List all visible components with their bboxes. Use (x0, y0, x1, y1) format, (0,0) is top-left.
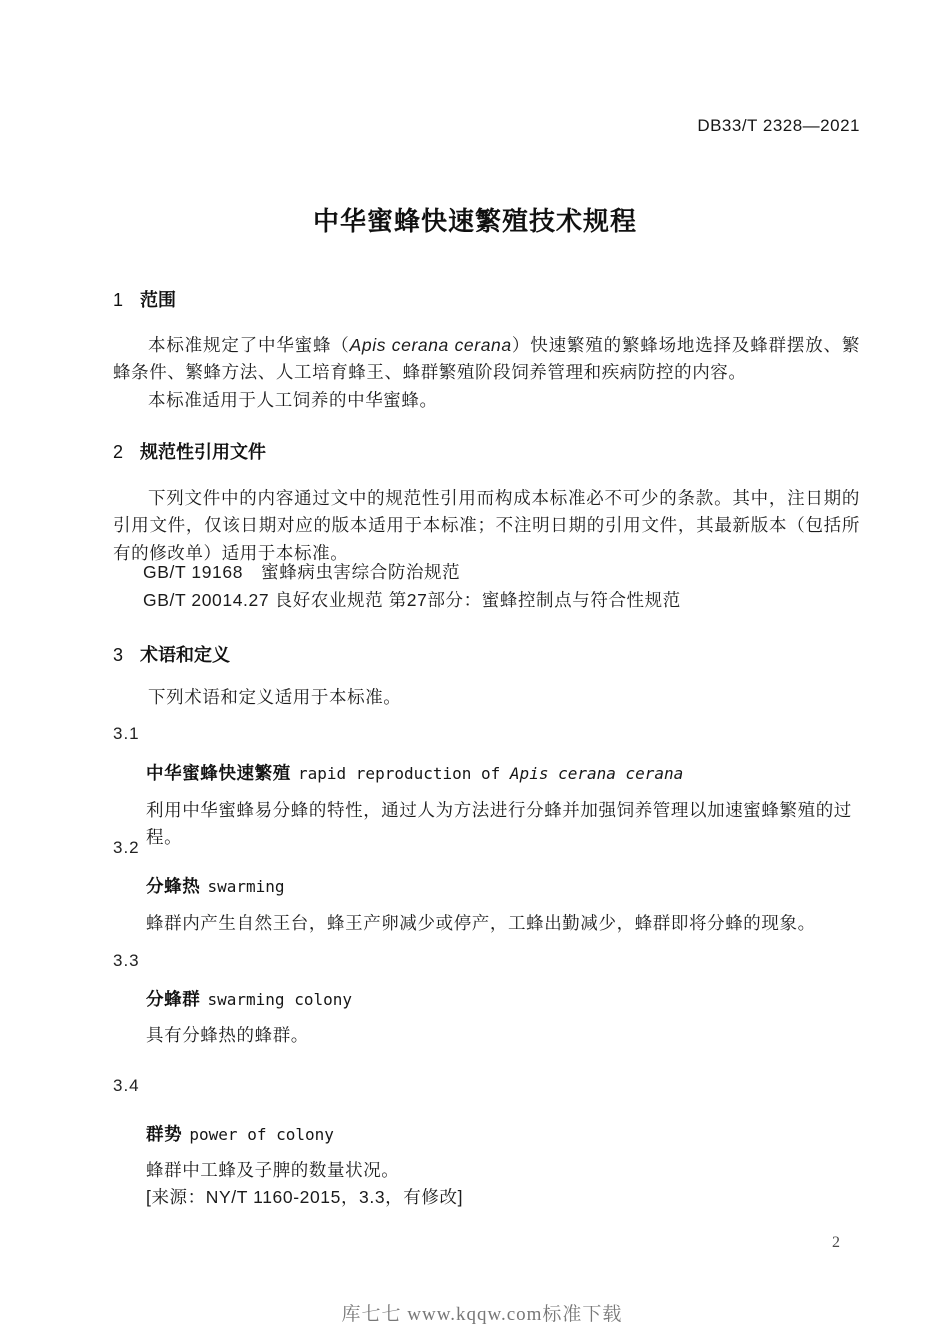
reference-item: GB/T 20014.27 良好农业规范 第27部分：蜜蜂控制点与符合性规范 (143, 589, 681, 610)
term-definition-3-2 (146, 910, 860, 937)
term-definition-3-1 (146, 797, 860, 852)
term-zh: 分蜂群 (146, 989, 201, 1009)
section-heading-terms (113, 641, 230, 667)
term-en-text: rapid reproduction of (298, 764, 510, 783)
terms-intro (113, 684, 860, 711)
watermark: 库七七 www.kqqw.com标准下载 (341, 1304, 623, 1325)
term-definition-3-4 (146, 1157, 860, 1212)
definition-text: 具有分蜂热的蜂群。 (146, 1025, 309, 1045)
species-name: Apis cerana cerana (509, 764, 684, 783)
section-number: 1 (113, 290, 124, 310)
clause-number-3-2: 3.2 (113, 838, 140, 857)
clause-number-3-1: 3.1 (113, 724, 140, 743)
doc-code: DB33/T 2328—2021 (697, 116, 860, 135)
scope-p1-post: ）快速繁殖的繁蜂场地选择及蜂群摆放、繁蜂条件、繁蜂方法、人工培育蜂王、蜂群繁殖阶段饲养管理和疾病防控的内容。 (113, 335, 860, 383)
definition-text: 蜂群内产生自然王台，蜂王产卵减少或停产，工蜂出勤减少，蜂群即将分蜂的现象。 (146, 913, 816, 933)
term-definition-3-3 (146, 1022, 860, 1049)
page-title: 中华蜜蜂快速繁殖技术规程 (312, 206, 637, 236)
term-en: swarming colony (207, 990, 352, 1009)
definition-source: [来源：NY/T 1160-2015，3.3，有修改] (146, 1187, 464, 1208)
section-number: 3 (113, 645, 124, 665)
section-label: 范围 (140, 290, 177, 310)
scope-p1-pre: 本标准规定了中华蜜蜂（ (148, 335, 350, 355)
section-heading-scope (113, 286, 176, 312)
clause-number-3-3: 3.3 (113, 951, 140, 970)
reference-item: GB/T 19168 蜜蜂病虫害综合防治规范 (143, 562, 461, 582)
term-en (298, 764, 683, 783)
section-label: 规范性引用文件 (140, 442, 267, 462)
term-zh: 中华蜜蜂快速繁殖 (146, 763, 291, 783)
page-number: 2 (832, 1234, 840, 1251)
normative-refs-paragraph (113, 485, 860, 567)
definition-text: 蜂群中工蜂及子脾的数量状况。 (146, 1160, 400, 1180)
definition-text: 利用中华蜜蜂易分蜂的特性，通过人为方法进行分蜂并加强饲养管理以加速蜜蜂繁殖的过程。 (146, 800, 852, 848)
term-zh: 分蜂热 (146, 876, 201, 896)
section-number: 2 (113, 442, 124, 462)
term-entry-3-4 (146, 1121, 860, 1146)
normative-refs-list (113, 559, 860, 614)
scope-paragraph-1 (113, 332, 860, 387)
term-entry-3-1 (146, 760, 860, 785)
terms-intro-text: 下列术语和定义适用于本标准。 (148, 687, 402, 707)
normative-refs-text: 下列文件中的内容通过文中的规范性引用而构成本标准必不可少的条款。其中，注日期的引用文件，仅该日期对应的版本适用于本标准；不注明日期的引用文件，其最新版本（包括所有的修改单）适用于本标准。 (113, 488, 860, 563)
term-entry-3-2 (146, 873, 860, 898)
scope-paragraph-2: 本标准适用于人工饲养的中华蜜蜂。 (148, 389, 438, 410)
section-heading-normative-refs (113, 438, 266, 464)
species-name: Apis cerana cerana (349, 335, 512, 355)
term-en: power of colony (189, 1125, 334, 1144)
section-label: 术语和定义 (140, 645, 231, 665)
term-entry-3-3 (146, 986, 860, 1011)
term-zh: 群势 (146, 1124, 183, 1144)
clause-number-3-4: 3.4 (113, 1076, 140, 1095)
scope-paragraphs (113, 332, 860, 414)
term-en: swarming (207, 877, 285, 896)
